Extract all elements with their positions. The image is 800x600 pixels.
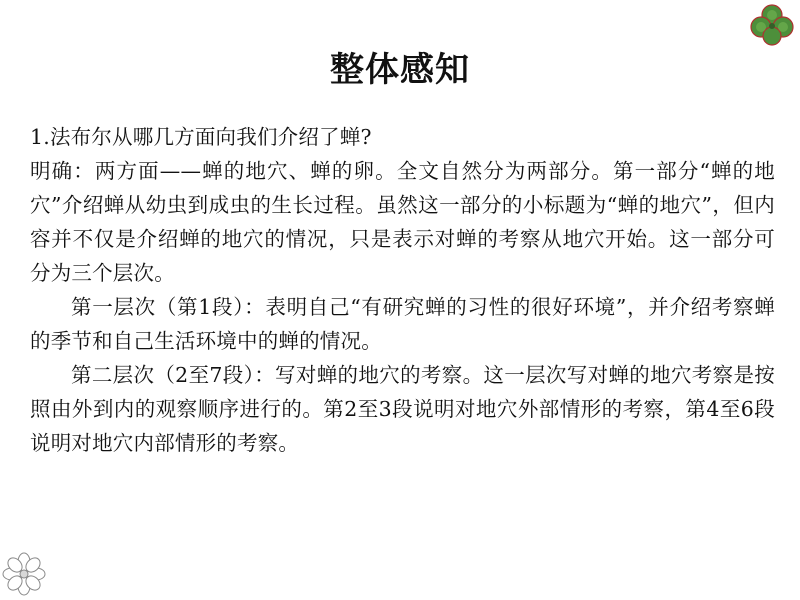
flower-icon: [2, 552, 46, 596]
answer-paragraph: 明确：两方面——蝉的地穴、蝉的卵。全文自然分为两部分。第一部分“蝉的地穴”介绍蝉从幼虫到成虫的生长过程。虽然这一部分的小标题为“蝉的地穴”，但内容并不仅是介绍蝉的地穴的情况，只是表示对蝉的考察从地穴开始。这一部分可分为三个层次。: [30, 159, 775, 285]
page-title: 整体感知: [330, 50, 470, 90]
question-text: 1.法布尔从哪几方面向我们介绍了蝉?: [30, 125, 372, 149]
document-body: [30, 120, 775, 460]
layer-one-paragraph: 第一层次（第1段）：表明自己“有研究蝉的习性的很好环境”，并介绍考察蝉的季节和自己生活环境中的蝉的情况。: [30, 295, 775, 353]
layer-two-paragraph: 第二层次（2至7段）：写对蝉的地穴的考察。这一层次写对蝉的地穴考察是按照由外到内的观察顺序进行的。第2至3段说明对地穴外部情形的考察，第4至6段说明对地穴内部情形的考察。: [30, 363, 775, 455]
